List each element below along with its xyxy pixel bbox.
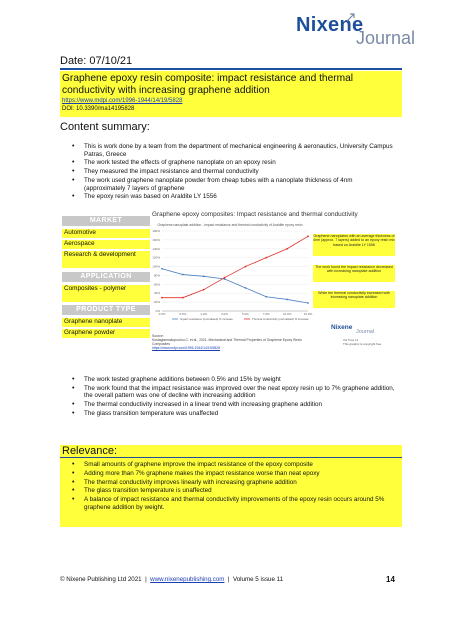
footer-volume: Volume 5 issue 11	[232, 576, 284, 583]
application-item: Composites - polymer	[62, 285, 150, 302]
footer-copyright: © Nixene Publishing Ltd 2021	[60, 576, 142, 583]
summary-heading: Content summary:	[60, 121, 150, 133]
footer-website-link[interactable]: www.nixenepublishing.com	[150, 576, 225, 583]
list-item: • The thermal conductivity improves linearly with increasing graphene addition	[64, 479, 399, 487]
results-list	[64, 376, 399, 419]
x-tick-label: 3.0%	[221, 312, 228, 316]
source-text: Kostagiannakopoulou C. et al., 2021. Mechanical and Thermal Properties of Graphene Epoxy Resin Composites	[152, 338, 302, 346]
product-item: Graphene nanoplate	[62, 318, 150, 327]
x-tick-label: 0.5%	[179, 312, 187, 316]
legend-label: Thermal conductivity (normalised) % increase	[252, 317, 309, 321]
x-tick-label: 5.0%	[242, 312, 249, 316]
data-point	[224, 277, 226, 279]
relevance-heading: Relevance:	[62, 445, 118, 457]
relevance-list	[64, 461, 399, 513]
list-item: • Small amounts of graphene improve the impact resistance of the epoxy composite	[64, 461, 399, 469]
y-tick-label: 140%	[152, 246, 160, 251]
list-item: • The work tested graphene additions between 0.5% and 15% by weight	[64, 376, 399, 384]
logo-journal: Journal	[356, 28, 416, 48]
data-point	[182, 297, 184, 299]
mini-logo-volume: Vol 5 iss 11	[343, 338, 359, 342]
market-item: Research & development	[62, 251, 150, 268]
issue-date: Date: 07/10/21	[60, 55, 133, 67]
y-tick-label: 80%	[153, 273, 160, 278]
list-item: • The glass transition temperature is unaffected	[64, 487, 399, 495]
data-point	[265, 257, 267, 259]
x-tick-label: 7.0%	[262, 312, 270, 316]
x-tick-label: 0.0%	[158, 312, 166, 316]
data-point	[286, 248, 288, 250]
data-point	[307, 235, 309, 237]
chart-area	[148, 219, 398, 334]
source-label: Source:	[152, 334, 164, 338]
chart-annotation: Graphene nanoplates with an average thickness of 4nm (approx. 7 layers) added to an epoxy resin mix based on Araldite LY 1556	[313, 234, 395, 256]
article-title: Graphene epoxy resin composite: impact resistance and thermal conductivity with increasing graphene addition	[62, 73, 354, 96]
x-tick-label: 15.0%	[303, 312, 313, 316]
list-item: • The epoxy resin was based on Araldite LY 1556	[64, 193, 394, 201]
summary-list	[64, 143, 394, 202]
market-item: Automotive	[62, 229, 150, 238]
data-point	[203, 275, 205, 277]
footer	[60, 576, 402, 583]
y-tick-label: 60%	[153, 282, 160, 287]
list-item: • The work used graphene nanoplate powder from cheap tubes with a nanoplate thickness of 4nm (approximately 7 layers of graphene	[64, 177, 394, 192]
logo-brand: Nixene	[296, 14, 364, 36]
data-point	[307, 302, 309, 304]
y-tick-label: 120%	[152, 255, 160, 260]
y-tick-label: 20%	[153, 300, 160, 305]
list-item: • The glass transition temperature was unaffected	[64, 410, 399, 418]
data-point	[161, 297, 163, 299]
data-point	[245, 266, 247, 268]
list-item: • Adding more than 7% graphene makes the impact resistance worse than neat epoxy	[64, 470, 399, 478]
nixene-journal-logo	[296, 14, 446, 54]
y-tick-label: 180%	[152, 229, 160, 233]
series-line	[162, 269, 308, 303]
x-tick-label: 10.0%	[282, 312, 292, 316]
legend-label: Impact resistance (normalised) % increase	[180, 317, 233, 321]
article-link[interactable]: https://www.mdpi.com/1996-1944/14/19/5828	[62, 98, 183, 104]
list-item: • A balance of impact resistance and thermal conductivity improvements of the epoxy resin occurs around 5% graphene addition by weight.	[64, 496, 399, 511]
y-tick-label: 0%	[155, 309, 160, 313]
data-point	[286, 299, 288, 301]
list-item: • They measured the impact resistance and thermal conductivity	[64, 168, 394, 176]
y-tick-label: 160%	[152, 237, 160, 242]
application-header: APPLICATION	[62, 272, 150, 282]
footer-separator: |	[227, 576, 230, 583]
chart-annotation: While the thermal conductivity increased with increasing nanoplate addition	[313, 291, 395, 308]
x-tick-label: 1.0%	[200, 312, 208, 316]
source-link[interactable]: https://www.mdpi.com/1996-1944/14/19/5828	[152, 346, 221, 350]
data-point	[203, 289, 205, 291]
list-item: • This is work done by a team from the department of mechanical engineering & aeronautics, University Campus Patras, Greece	[64, 143, 394, 158]
article-doi: DOI: 10.3390/ma14195828	[62, 106, 135, 112]
divider	[60, 68, 402, 70]
chart-source	[152, 334, 312, 350]
y-tick-label: 40%	[153, 291, 160, 296]
mini-logo-journal: Journal	[356, 329, 375, 335]
chart-title: Graphene nanoplate addition - impact resistance and thermal conductivity of Araldite epoxy resin	[157, 223, 303, 227]
data-point	[182, 274, 184, 276]
product-item: Graphene powder	[62, 329, 150, 338]
list-item: • The thermal conductivity increased in a linear trend with increasing graphene addition	[64, 401, 399, 409]
page-number: 14	[386, 575, 395, 584]
data-point	[245, 287, 247, 289]
mini-logo	[331, 324, 391, 346]
mini-logo-copyright: This graphic is copyright free	[343, 342, 382, 346]
chart-annotation: The work found the impact resistance decreased with increasing nanoplate addition	[313, 265, 395, 282]
market-item: Aerospace	[62, 240, 150, 249]
y-tick-label: 100%	[152, 264, 160, 269]
chart-heading: Graphene epoxy composites: Impact resistance and thermal conductivity	[152, 211, 358, 218]
data-point	[265, 296, 267, 298]
tag-sidebar	[62, 216, 150, 362]
data-point	[161, 268, 163, 270]
list-item: • The work found that the impact resistance was improved over the neat epoxy resin up to 7% graphene addition, the overall pattern was one of decline with increasing addition	[64, 385, 399, 400]
mini-logo-brand: Nixene	[331, 324, 353, 331]
divider	[60, 457, 402, 458]
market-header: MARKET	[62, 216, 150, 226]
logo-arrow-icon	[346, 12, 356, 22]
list-item: • The work tested the effects of graphene nanoplate on an epoxy resin	[64, 159, 394, 167]
series-line	[162, 236, 308, 297]
product-type-header: PRODUCT TYPE	[62, 305, 150, 315]
footer-separator: |	[145, 576, 147, 583]
